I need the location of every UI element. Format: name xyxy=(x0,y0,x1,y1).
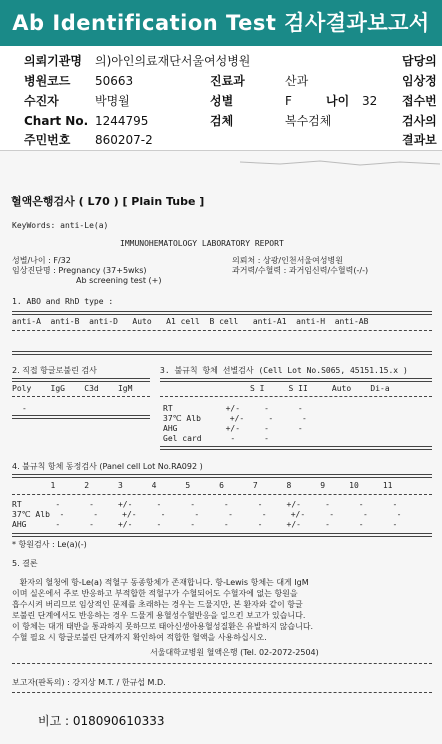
right-label-3: 접수번 xyxy=(402,94,437,108)
conclusion-line: 수혈 필요 시 항글로불린 단계까지 확인하여 적합한 혈액을 사용하십시오. xyxy=(12,633,267,642)
institution-label: 의뢰기관명 xyxy=(24,54,82,68)
screen-row: Gel card - - xyxy=(163,434,269,443)
footer-rule xyxy=(12,663,432,664)
receiver-label: 수진자 xyxy=(24,94,59,108)
dat-title: 2. 직접 항글로불린 검사 xyxy=(12,366,97,375)
conclusion-line: 환자의 혈청에 항-Le(a) 적혈구 동종항체가 존재합니다. 항-Lewis 항체는 대게 IgM xyxy=(12,578,309,587)
requester-line: 의뢰처 : 상광/인천서울여성병원 xyxy=(232,256,343,265)
title-band xyxy=(0,0,442,46)
department-label: 진료과 xyxy=(210,74,245,88)
abo-title: 1. ABO and RhD type : xyxy=(12,297,114,306)
department-value: 산과 xyxy=(285,74,309,88)
institution-footer: 서울대학교병원 혈액은행 (Tel. 02-2072-2504) xyxy=(150,648,319,657)
dat-headers: Poly IgG C3d IgM xyxy=(12,384,133,393)
screen-rule-top xyxy=(160,378,432,382)
specimen-value: 복수검체 xyxy=(285,114,332,128)
screen-title: 3. 불규칙 항체 선별검사 (Cell Lot No.S065, 45151.15.x ) xyxy=(160,366,408,375)
right-label-5: 결과보 xyxy=(402,133,437,147)
ident-rule-bottom xyxy=(12,533,432,537)
screen-row: RT +/- - - xyxy=(163,404,303,413)
screen-headers: S I S II Auto Di-a xyxy=(250,384,390,393)
keywords: KeyWords: anti-Le(a) xyxy=(12,221,109,230)
lab-report-header: IMMUNOHEMATOLOGY LABORATORY REPORT xyxy=(120,239,284,248)
reporter-rule xyxy=(12,692,432,693)
ident-headers: 1 2 3 4 5 6 7 8 9 10 11 xyxy=(12,481,393,490)
screen-rule-bottom xyxy=(160,446,432,450)
right-label-1: 담당의 xyxy=(402,54,437,68)
report-title: Ab Identification Test 검사결과보고서 xyxy=(12,11,430,35)
conclusion-line: 로불린 단계에서도 반응하는 경우 드물게 용혈성수혈반응을 일으킨 보고가 있습니다. xyxy=(12,611,306,620)
section-title: 혈액은행검사 ( L70 ) [ Plain Tube ] xyxy=(11,195,205,208)
antigen-line: * 항원검사 : Le(a)(-) xyxy=(12,540,87,549)
dat-rule-top xyxy=(12,378,150,382)
screen-row: AHG +/- - - xyxy=(163,424,303,433)
hospital-code-value: 50663 xyxy=(95,74,134,88)
screen-rule-mid xyxy=(160,396,432,397)
ident-title: 4. 불규칙 항체 동정검사 (Panel cell Lot No.RA092 ) xyxy=(12,462,203,471)
chart-label: Chart No. xyxy=(24,114,89,128)
age-value: 32 xyxy=(362,94,378,108)
dat-values: - xyxy=(22,404,27,413)
diagnosis-line: 임상진단명 : Pregnancy (37+5wks) xyxy=(12,266,147,275)
ident-row: RT - - +/- - - - - +/- - - - xyxy=(12,500,398,509)
diagnosis-line-2: Ab screening test (+) xyxy=(76,276,162,285)
resident-label: 주민번호 xyxy=(24,133,71,147)
age-label: 나이 xyxy=(326,94,350,108)
ident-row: AHG - - +/- - - - - +/- - - - xyxy=(12,520,398,529)
screen-row: 37℃ Alb +/- - - xyxy=(163,414,307,423)
dat-rule-mid xyxy=(12,396,150,397)
conclusion-title: 5. 결론 xyxy=(12,559,38,568)
specimen-label: 검체 xyxy=(210,114,234,128)
sex-value: F xyxy=(285,94,292,108)
hospital-code-label: 병원코드 xyxy=(24,74,71,88)
ident-rule-top xyxy=(12,474,432,478)
patient-info xyxy=(0,46,442,150)
sex-age-line: 성별/나이 : F/32 xyxy=(12,256,71,265)
sex-label: 성별 xyxy=(210,94,234,108)
dat-rule-bottom xyxy=(12,415,150,419)
institution-value: 의)아인의료재단서울여성병원 xyxy=(95,54,251,68)
conclusion-line: 이 항체는 대개 태반을 통과하지 못하므로 태아신생아용혈성질환은 유발하지 않습니다. xyxy=(12,622,314,631)
conclusion-line: 흡수시켜 버리므로 임상적인 문제를 초래하는 경우는 드물지만, 본 환자와 같이 항글 xyxy=(12,600,303,609)
receiver-value: 박명월 xyxy=(95,94,130,108)
abo-headers: anti-A anti-B anti-D Auto A1 cell B cell anti-A1 anti-H anti-AB xyxy=(12,317,369,326)
right-label-2: 임상정 xyxy=(402,74,437,88)
history-line: 과거력/수혈력 : 과거임신력/수혈력(-/-) xyxy=(232,266,369,275)
resident-value: 860207-2 xyxy=(95,133,153,147)
ident-row: 37℃ Alb - - +/- - - - - +/- - - - xyxy=(12,510,402,519)
right-label-4: 검사의 xyxy=(402,114,437,128)
reporter-line: 보고자(판독의) : 강지상 M.T. / 한규섭 M.D. xyxy=(12,678,166,687)
chart-value: 1244795 xyxy=(95,114,149,128)
abo-rule-top xyxy=(12,311,432,315)
conclusion-line: 이며 실온에서 주로 반응하고 부적합한 적혈구가 수혈되어도 수혈자에 없는 항원을 xyxy=(12,589,298,598)
remark-line: 비고 : 018090610333 xyxy=(38,714,165,728)
torn-edge xyxy=(240,152,440,172)
ident-rule-mid xyxy=(12,494,432,495)
abo-rule-bottom xyxy=(12,351,432,355)
abo-rule-mid xyxy=(12,330,432,331)
